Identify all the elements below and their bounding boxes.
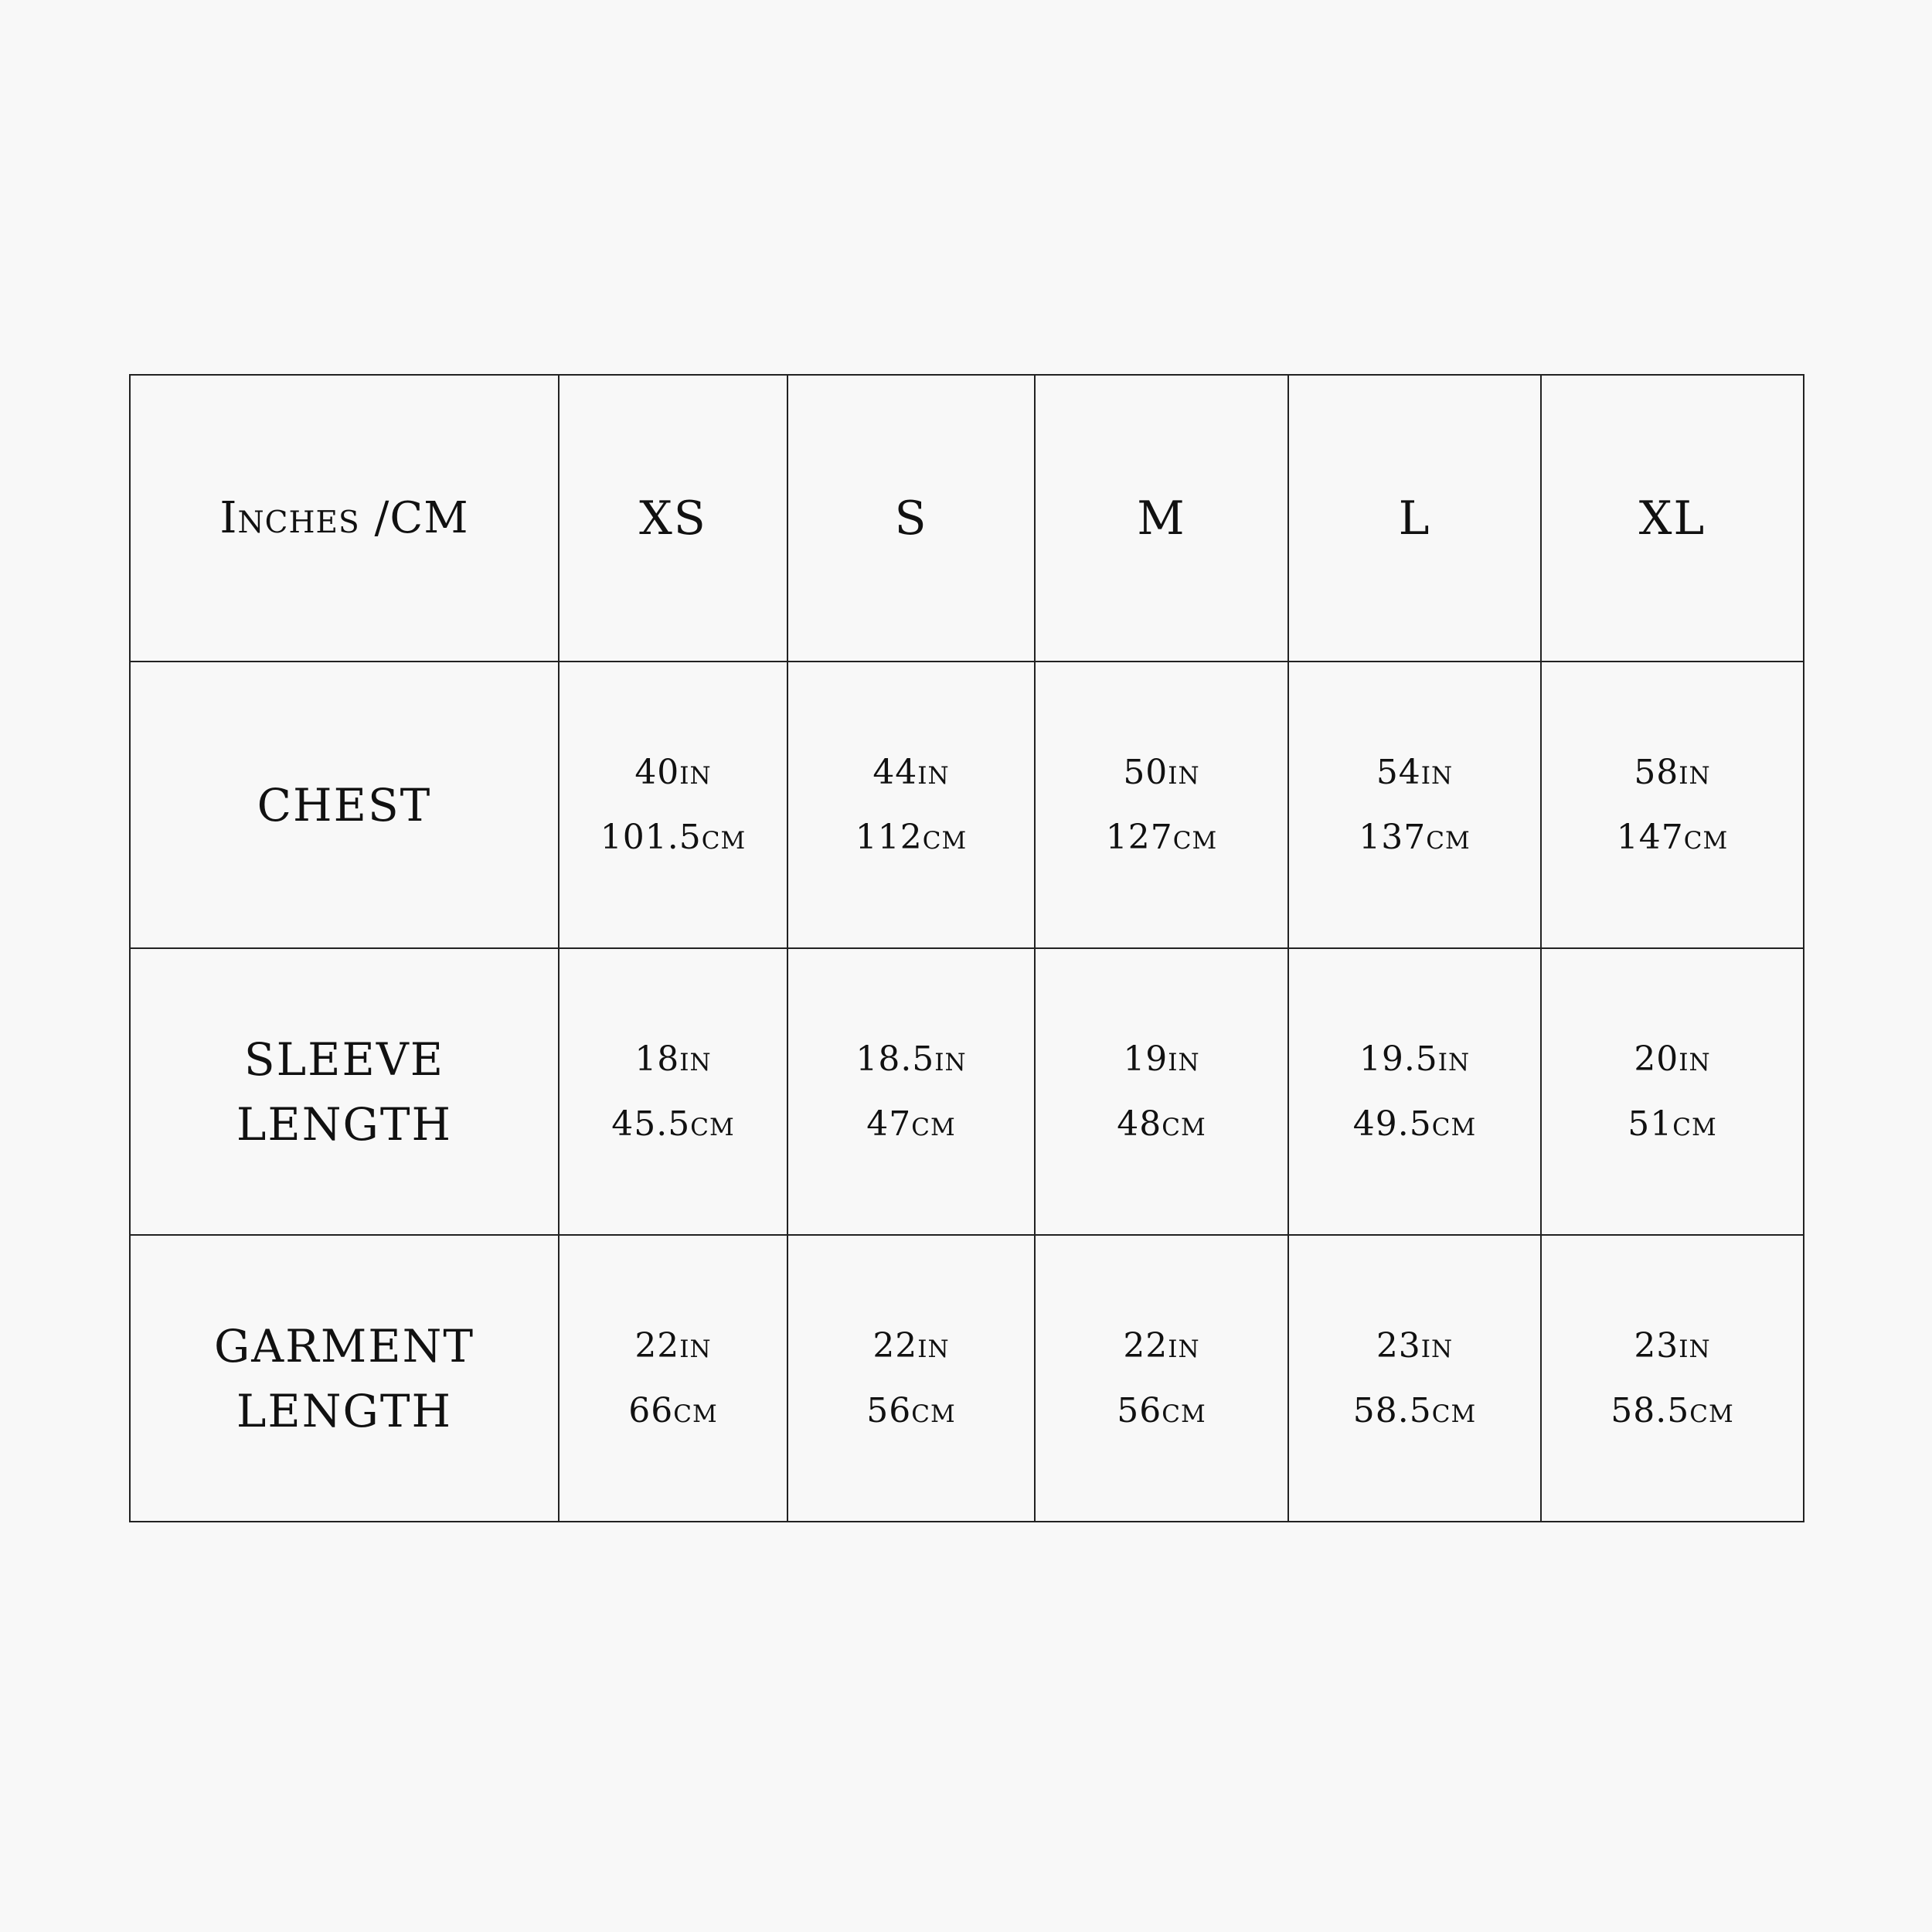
measurement-cell bbox=[1288, 662, 1541, 948]
row-label-line: LENGTH bbox=[236, 1097, 453, 1151]
inches-value: 54in bbox=[1376, 752, 1454, 792]
inches-value: 18.5in bbox=[855, 1039, 967, 1079]
inches-value: 18in bbox=[634, 1039, 712, 1079]
inches-value: 19in bbox=[1123, 1039, 1200, 1079]
cm-value: 49.5cm bbox=[1352, 1104, 1477, 1144]
inches-value: 22in bbox=[634, 1325, 712, 1366]
unit-header-label: Inches /CM bbox=[219, 493, 469, 543]
cm-value: 127cm bbox=[1105, 817, 1218, 857]
header-row bbox=[130, 375, 1804, 662]
size-label: L bbox=[1398, 491, 1431, 546]
inches-value: 44in bbox=[872, 752, 950, 792]
measurement-cell bbox=[1541, 1235, 1804, 1522]
measurement-cell bbox=[559, 662, 787, 948]
cm-value: 147cm bbox=[1616, 817, 1729, 857]
inches-value: 22in bbox=[1123, 1325, 1200, 1366]
measurement-cell bbox=[559, 948, 787, 1235]
cm-value: 58.5cm bbox=[1352, 1390, 1477, 1430]
measurement-cell bbox=[787, 1235, 1035, 1522]
row-label-cell bbox=[130, 1235, 559, 1522]
inches-value: 58in bbox=[1634, 752, 1711, 792]
measurement-cell bbox=[787, 662, 1035, 948]
size-header-l bbox=[1288, 375, 1541, 662]
unit-header-cell bbox=[130, 375, 559, 662]
inches-value: 22in bbox=[872, 1325, 950, 1366]
cm-value: 51cm bbox=[1628, 1104, 1717, 1144]
measurement-cell bbox=[1541, 948, 1804, 1235]
measurement-cell bbox=[559, 1235, 787, 1522]
row-label-line: CHEST bbox=[257, 778, 432, 832]
cm-value: 48cm bbox=[1117, 1104, 1206, 1144]
inches-value: 40in bbox=[634, 752, 712, 792]
inches-value: 50in bbox=[1123, 752, 1200, 792]
cm-value: 45.5cm bbox=[611, 1104, 735, 1144]
cm-value: 56cm bbox=[866, 1390, 956, 1430]
measurement-cell bbox=[1035, 1235, 1288, 1522]
cm-value: 47cm bbox=[866, 1104, 956, 1144]
inches-value: 19.5in bbox=[1359, 1039, 1471, 1079]
size-label: XS bbox=[639, 491, 707, 546]
inches-value: 23in bbox=[1634, 1325, 1711, 1366]
cm-value: 112cm bbox=[855, 817, 968, 857]
cm-value: 66cm bbox=[628, 1390, 718, 1430]
inches-value: 23in bbox=[1376, 1325, 1454, 1366]
row-label-cell bbox=[130, 948, 559, 1235]
cm-value: 137cm bbox=[1359, 817, 1471, 857]
table-row-garment-length bbox=[130, 1235, 1804, 1522]
cm-value: 56cm bbox=[1117, 1390, 1206, 1430]
measurement-cell bbox=[1035, 662, 1288, 948]
size-header-s bbox=[787, 375, 1035, 662]
cm-value: 101.5cm bbox=[600, 817, 747, 857]
cm-value: 58.5cm bbox=[1611, 1390, 1734, 1430]
measurement-cell bbox=[1288, 948, 1541, 1235]
inches-value: 20in bbox=[1634, 1039, 1711, 1079]
measurement-cell bbox=[1541, 662, 1804, 948]
measurement-cell bbox=[787, 948, 1035, 1235]
measurement-cell bbox=[1288, 1235, 1541, 1522]
row-label-line: GARMENT bbox=[213, 1319, 475, 1372]
size-header-xs bbox=[559, 375, 787, 662]
row-label-line: LENGTH bbox=[236, 1384, 453, 1437]
size-label: S bbox=[894, 491, 928, 546]
table-row-sleeve-length bbox=[130, 948, 1804, 1235]
size-header-m bbox=[1035, 375, 1288, 662]
measurement-cell bbox=[1035, 948, 1288, 1235]
size-label: M bbox=[1137, 491, 1186, 546]
size-chart-table bbox=[129, 374, 1804, 1522]
row-label-cell bbox=[130, 662, 559, 948]
size-header-xl bbox=[1541, 375, 1804, 662]
size-label: XL bbox=[1638, 491, 1706, 546]
table-row-chest bbox=[130, 662, 1804, 948]
row-label-line: SLEEVE bbox=[243, 1032, 445, 1086]
